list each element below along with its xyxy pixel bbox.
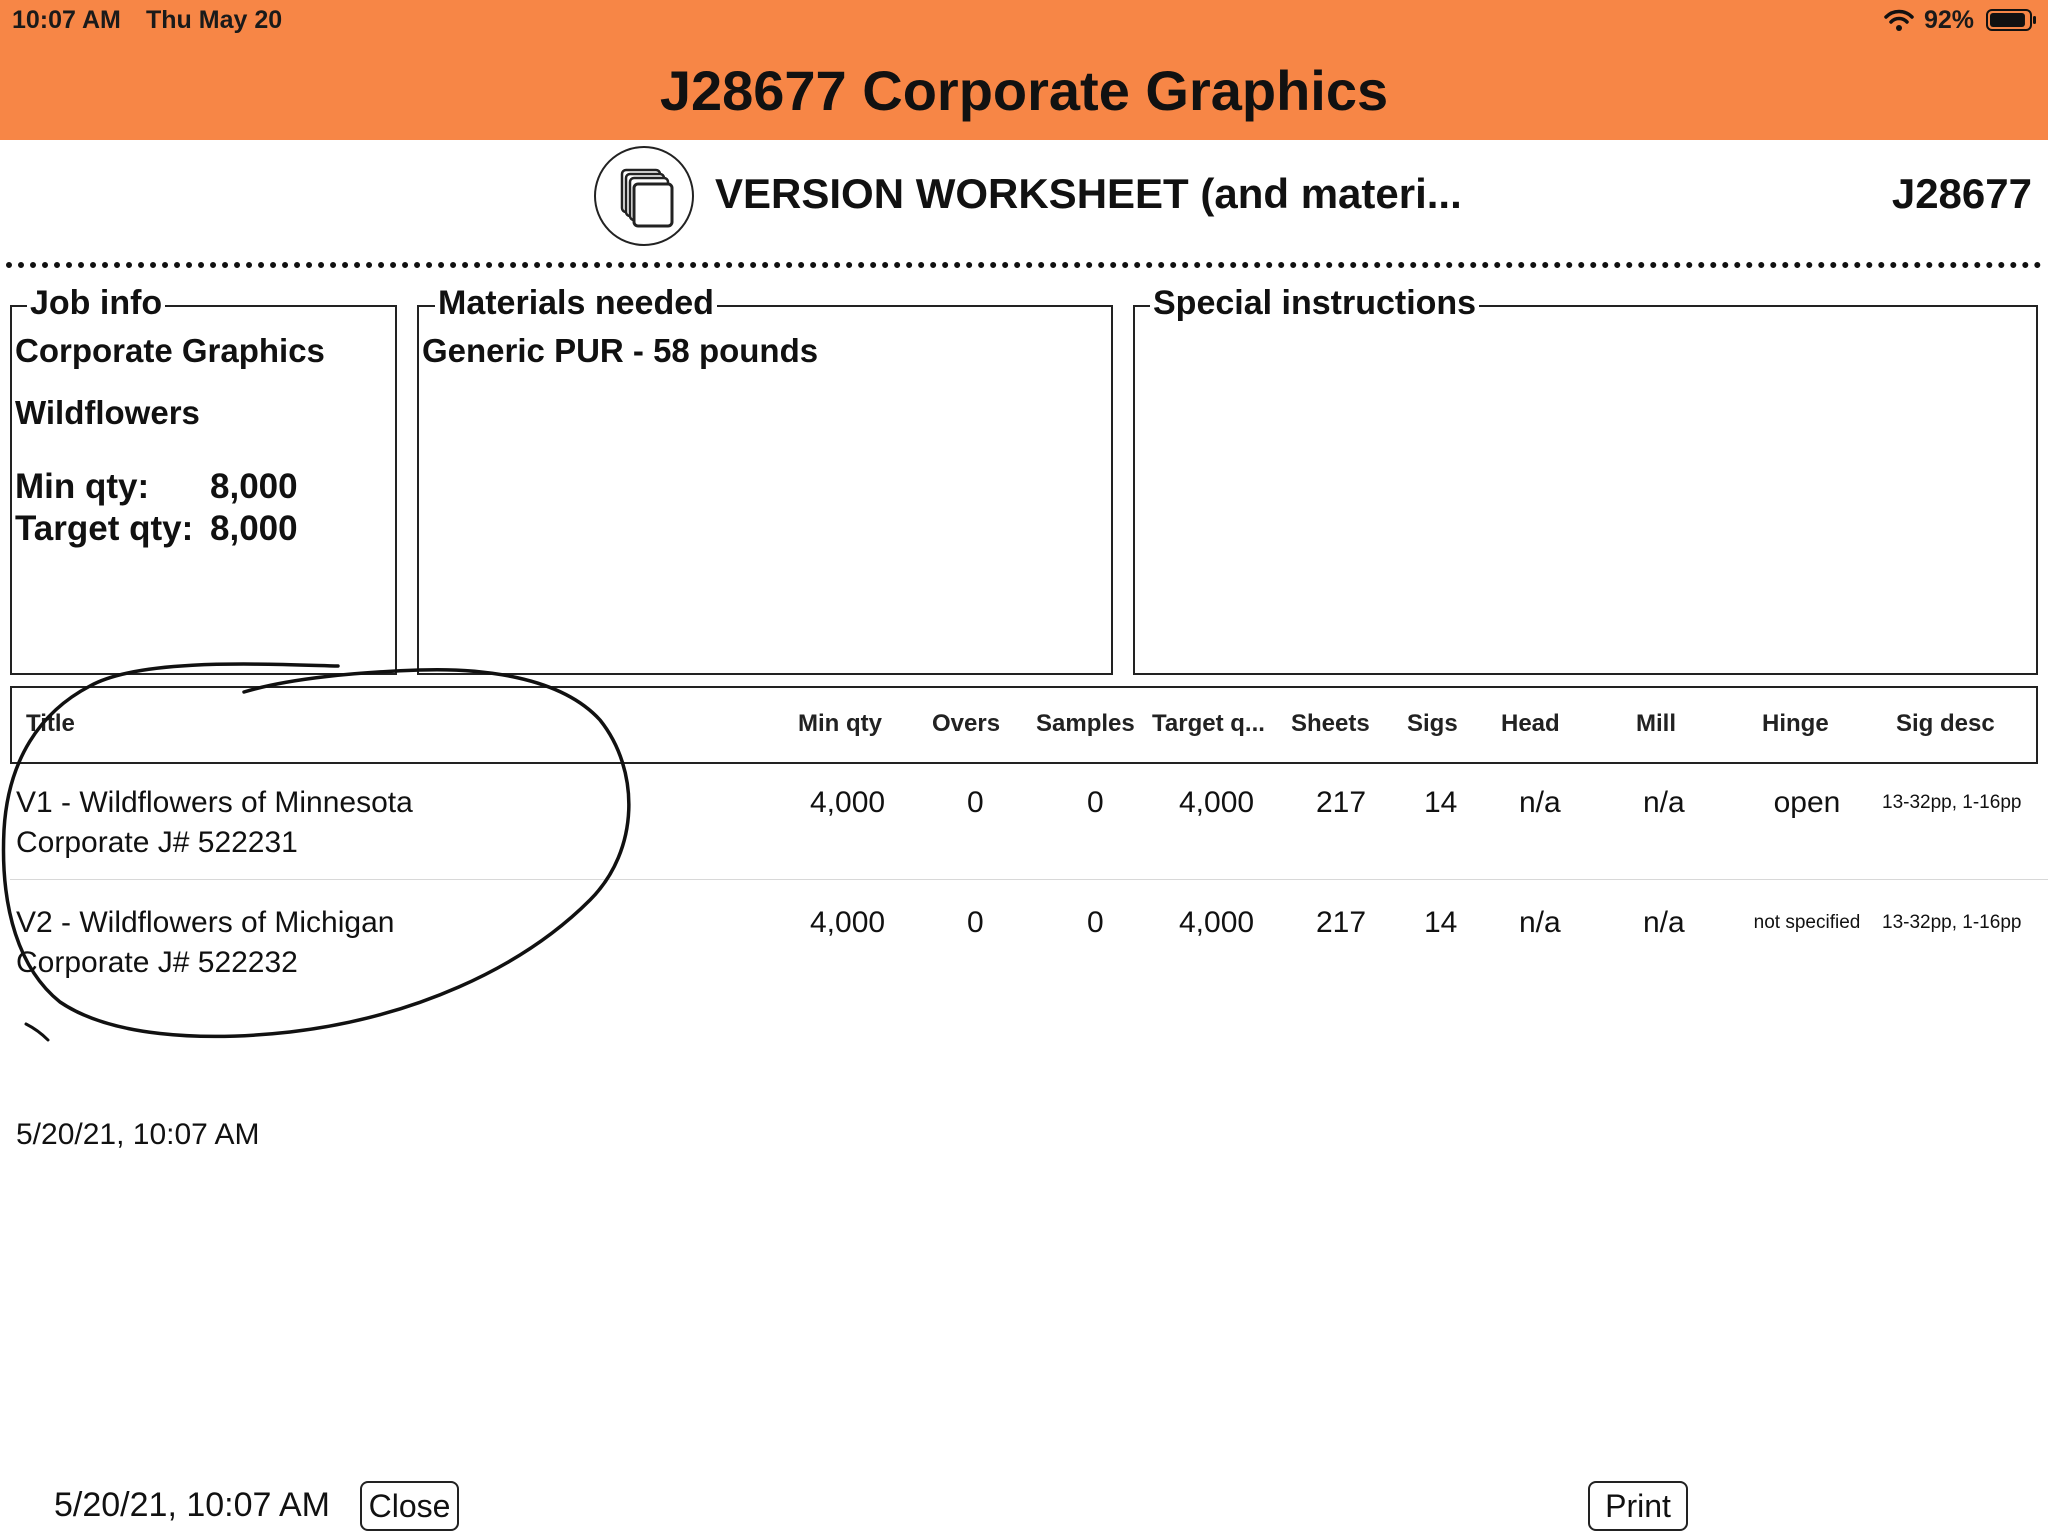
row-head: n/a — [1519, 786, 1561, 819]
column-target-qty[interactable]: Target q... — [1152, 710, 1265, 737]
column-title[interactable]: Title — [26, 710, 75, 737]
target-qty-value: 8,000 — [210, 509, 298, 548]
row-title: V1 - Wildflowers of Minnesota — [16, 786, 413, 819]
row-sheets: 217 — [1316, 906, 1367, 939]
row-samples: 0 — [1087, 906, 1104, 939]
row-mill: n/a — [1643, 786, 1685, 819]
column-mill[interactable]: Mill — [1636, 710, 1676, 737]
close-button[interactable]: Close — [360, 1481, 459, 1531]
column-sigs[interactable]: Sigs — [1407, 710, 1458, 737]
status-date: Thu May 20 — [146, 6, 283, 34]
dotted-divider — [6, 262, 2042, 268]
row-sig-desc: 13-32pp, 1-16pp — [1882, 792, 2022, 813]
row-sigs: 14 — [1424, 786, 1458, 819]
status-time: 10:07 AM — [12, 6, 121, 34]
row-samples: 0 — [1087, 786, 1104, 819]
min-qty-label: Min qty: — [15, 467, 150, 506]
stack-of-pages-icon — [596, 148, 692, 244]
row-hinge: open — [1773, 786, 1841, 819]
job-info-legend: Job info — [27, 284, 165, 323]
row-min-qty: 4,000 — [810, 906, 886, 939]
hand-drawn-circle-annotation — [0, 650, 660, 1070]
row-overs: 0 — [967, 786, 984, 819]
column-sheets[interactable]: Sheets — [1291, 710, 1370, 737]
row-sigs: 14 — [1424, 906, 1458, 939]
app-title: J28677 Corporate Graphics — [659, 59, 1389, 122]
row-target-qty: 4,000 — [1179, 906, 1255, 939]
row-subtitle: Corporate J# 522232 — [16, 946, 298, 979]
materials-legend: Materials needed — [435, 284, 717, 323]
worksheet-job-number: J28677 — [1891, 170, 2032, 217]
row-subtitle: Corporate J# 522231 — [16, 826, 298, 859]
special-instructions-legend: Special instructions — [1150, 284, 1479, 323]
column-hinge[interactable]: Hinge — [1762, 710, 1829, 737]
job-customer: Corporate Graphics — [15, 332, 325, 369]
battery-icon — [1986, 8, 2038, 32]
job-name: Wildflowers — [15, 394, 200, 431]
row-sheets: 217 — [1316, 786, 1367, 819]
target-qty-label: Target qty: — [15, 509, 194, 548]
status-bar — [0, 0, 2048, 40]
worksheet-icon[interactable] — [594, 146, 694, 246]
wifi-icon — [1884, 8, 1914, 32]
row-head: n/a — [1519, 906, 1561, 939]
row-sig-desc: 13-32pp, 1-16pp — [1882, 912, 2022, 933]
worksheet-title: VERSION WORKSHEET (and materi... — [715, 170, 1462, 217]
row-hinge: not specified — [1753, 912, 1861, 933]
column-sig-desc[interactable]: Sig desc — [1896, 710, 1995, 737]
column-min-qty[interactable]: Min qty — [798, 710, 882, 737]
row-mill: n/a — [1643, 906, 1685, 939]
footer-timestamp: 5/20/21, 10:07 AM — [54, 1486, 330, 1524]
battery-percent: 92% — [1924, 6, 1975, 34]
row-target-qty: 4,000 — [1179, 786, 1255, 819]
column-head[interactable]: Head — [1501, 710, 1560, 737]
row-min-qty: 4,000 — [810, 786, 886, 819]
material-item: Generic PUR - 58 pounds — [422, 332, 819, 369]
column-overs[interactable]: Overs — [932, 710, 1001, 737]
special-instructions-box — [1133, 305, 2038, 675]
row-title: V2 - Wildflowers of Michigan — [16, 906, 395, 939]
report-timestamp: 5/20/21, 10:07 AM — [16, 1118, 260, 1151]
row-overs: 0 — [967, 906, 984, 939]
print-button[interactable]: Print — [1588, 1481, 1688, 1531]
column-samples[interactable]: Samples — [1036, 710, 1135, 737]
min-qty-value: 8,000 — [210, 467, 298, 506]
